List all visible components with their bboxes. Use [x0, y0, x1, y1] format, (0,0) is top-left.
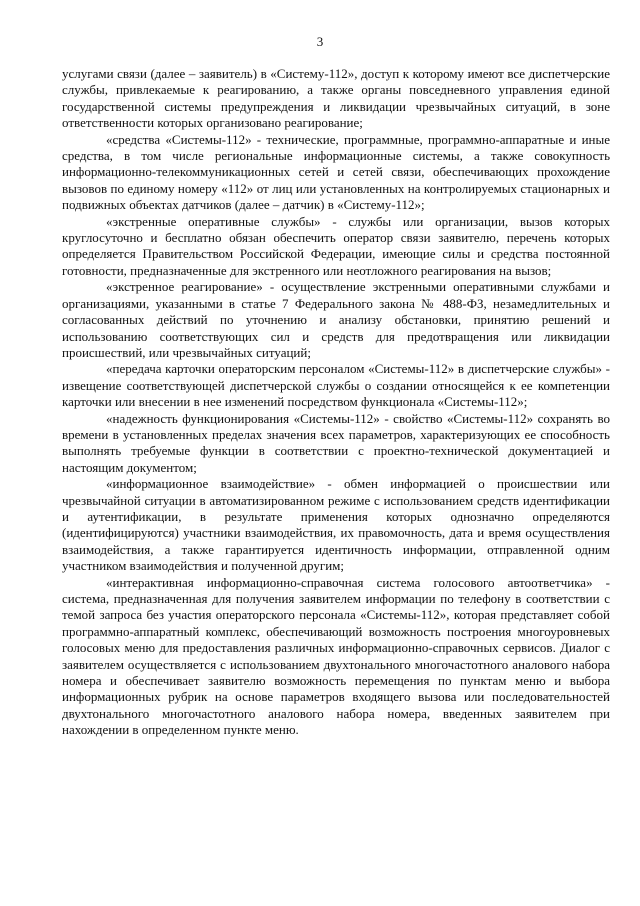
- paragraph-applicant-definition: услугами связи (далее – заявитель) в «Систему-112», доступ к которому имеют все диспетчерские службы, привлекаемые к реагированию, а также органы повседневного управления единой государственной системы предупреждения и ликвидации чрезвычайных ситуаций, в зоне ответственности которых организовано реагирование;: [62, 66, 610, 131]
- paragraph-information-interaction: «информационное взаимодействие» - обмен информацией о происшествии или чрезвычайной ситуации в автоматизированном режиме с использованием средств идентификации и аутентификации, в результате применения которых однозначно определяются (идентифицируются) участники взаимодействия, их правомочность, дата и время осуществления взаимодействия, а также гарантируется идентичность информации, отправленной одним участником взаимодействия и полученной другим;: [62, 476, 610, 574]
- paragraph-reliability: «надежность функционирования «Системы-112» - свойство «Системы-112» сохранять во времени в установленных пределах значения всех параметров, характеризующих ее способность выполнять требуемые функции в соответствии с проектно-технической документацией и настоящим документом;: [62, 410, 610, 475]
- page-number: 3: [316, 34, 324, 49]
- paragraph-emergency-services: «экстренные оперативные службы» - службы или организации, вызов которых круглосуточно и бесплатно обязан обеспечить оператор связи заявителю, перечень которых определяется Правительством Российской Федерации, имеющие силы и средства постоянной готовности, предназначенные для экстренного или неотложного реагирования на вызов;: [62, 213, 610, 278]
- document-body: [62, 66, 610, 739]
- paragraph-voice-autoresponder: «интерактивная информационно-справочная система голосового автоответчика» - система, предназначенная для получения заявителем информации по телефону в соответствии с темой запроса без участия операторского персонала «Системы-112», которая представляет собой программно-аппаратный комплекс, обеспечивающий возможность построения многоуровневых голосовых меню для предоставления различных информационно-справочных сервисов. Диалог с заявителем осуществляется с использованием двухтонального многочастотного аналового набора номера и обеспечивает заявителю возможность перемещения по пунктам меню и выбора информационных рубрик на основе параметров входящего вызова или последовательностей двухтонального многочастотного аналового набора номера, введенных заявителем при нахождении в определенном пункте меню.: [62, 574, 610, 738]
- paragraph-system-112-means: «средства «Системы-112» - технические, программные, программно-аппаратные и иные средства, в том числе региональные информационные системы, а также совокупность информационно-телекоммуникационных сетей и сетей связи, обеспечивающих прохождение вызовов по единому номеру «112» от лиц или установленных на контролируемых стационарных и подвижных объектах датчиков (далее – датчик) в «Систему-112»;: [62, 131, 610, 213]
- paragraph-card-transfer: «передача карточки операторским персоналом «Системы-112» в диспетчерские службы» - извещение соответствующей диспетчерской службы о создании относящейся к ее компетенции карточки или внесении в нее изменений посредством функционала «Системы-112»;: [62, 361, 610, 410]
- paragraph-emergency-response: «экстренное реагирование» - осуществление экстренными оперативными службами и организациями, указанными в статье 7 Федерального закона № 488-ФЗ, незамедлительных и согласованных действий по уточнению и анализу обстановки, принятию решений и использованию соответствующих сил и средств для предотвращения или ликвидации происшествий, или чрезвычайных ситуаций;: [62, 279, 610, 360]
